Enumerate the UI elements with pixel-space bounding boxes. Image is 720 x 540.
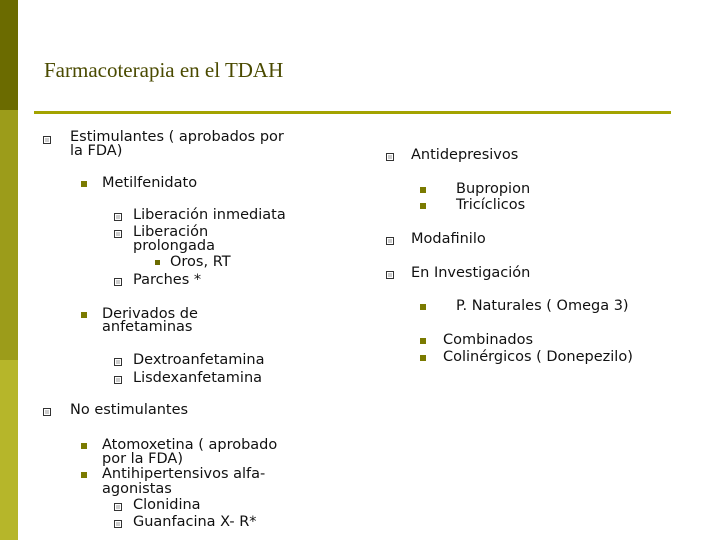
- investigacion-heading: En Investigación: [411, 265, 531, 281]
- antihipertensivos-line1: Antihipertensivos alfa-: [102, 466, 266, 482]
- bullet-square-icon: [114, 503, 122, 511]
- investigacion-item-2-line2: Colinérgicos ( Donepezilo): [443, 349, 633, 365]
- bullet-solid-icon: [420, 338, 426, 344]
- bullet-solid-icon: [420, 203, 426, 209]
- stimulants-heading-line2: la FDA): [70, 143, 123, 159]
- modafinilo-label: Modafinilo: [411, 231, 486, 247]
- bullet-square-icon: [114, 213, 122, 221]
- investigacion-item-2-line1: Combinados: [443, 332, 534, 348]
- derivados-item-1: Dextroanfetamina: [133, 352, 265, 368]
- side-bar-top: [0, 0, 18, 110]
- bullet-square-icon: [386, 237, 394, 245]
- bullet-square-icon: [114, 230, 122, 238]
- bullet-square-icon: [114, 358, 122, 366]
- bullet-square-icon: [386, 153, 394, 161]
- antidepresivos-item-2: Tricíclicos: [456, 197, 526, 213]
- non-stimulants-item-2: Guanfacina X- R*: [133, 514, 257, 530]
- bullet-solid-icon: [420, 304, 426, 310]
- metilfenidato-item-2-cont: prolongada: [133, 238, 215, 254]
- antihipertensivos-line2: agonistas: [102, 481, 172, 497]
- metilfenidato-item-3: Parches *: [133, 272, 202, 288]
- bullet-solid-icon: [81, 472, 87, 478]
- side-bar-bottom: [0, 360, 18, 540]
- non-stimulants-heading: No estimulantes: [70, 402, 189, 418]
- side-bar-middle: [0, 110, 18, 360]
- slide-title: Farmacoterapia en el TDAH: [44, 58, 284, 82]
- bullet-square-icon: [43, 136, 51, 144]
- investigacion-item-1: P. Naturales ( Omega 3): [456, 298, 629, 314]
- derivados-label-line1: Derivados de: [102, 306, 198, 322]
- metilfenidato-label: Metilfenidato: [102, 175, 198, 191]
- antidepresivos-item-1: Bupropion: [456, 181, 531, 197]
- bullet-small-icon: [155, 260, 160, 265]
- bullet-square-icon: [114, 278, 122, 286]
- bullet-square-icon: [114, 376, 122, 384]
- derivados-label-line2: anfetaminas: [102, 319, 193, 335]
- atomoxetina-line1: Atomoxetina ( aprobado: [102, 437, 278, 453]
- bullet-solid-icon: [420, 355, 426, 361]
- antidepresivos-heading: Antidepresivos: [411, 147, 519, 163]
- bullet-square-icon: [43, 408, 51, 416]
- bullet-solid-icon: [420, 187, 426, 193]
- bullet-solid-icon: [81, 181, 87, 187]
- metilfenidato-item-2: Liberación: [133, 224, 209, 240]
- title-rule: [34, 111, 671, 114]
- bullet-solid-icon: [81, 312, 87, 318]
- atomoxetina-line2: por la FDA): [102, 451, 183, 467]
- metilfenidato-item-1: Liberación inmediata: [133, 207, 286, 223]
- metilfenidato-subitem: Oros, RT: [170, 254, 231, 270]
- stimulants-heading-line1: Estimulantes ( aprobados por: [70, 129, 284, 145]
- bullet-solid-icon: [81, 443, 87, 449]
- bullet-square-icon: [114, 520, 122, 528]
- derivados-item-2: Lisdexanfetamina: [133, 370, 263, 386]
- bullet-square-icon: [386, 271, 394, 279]
- non-stimulants-item-1: Clonidina: [133, 497, 201, 513]
